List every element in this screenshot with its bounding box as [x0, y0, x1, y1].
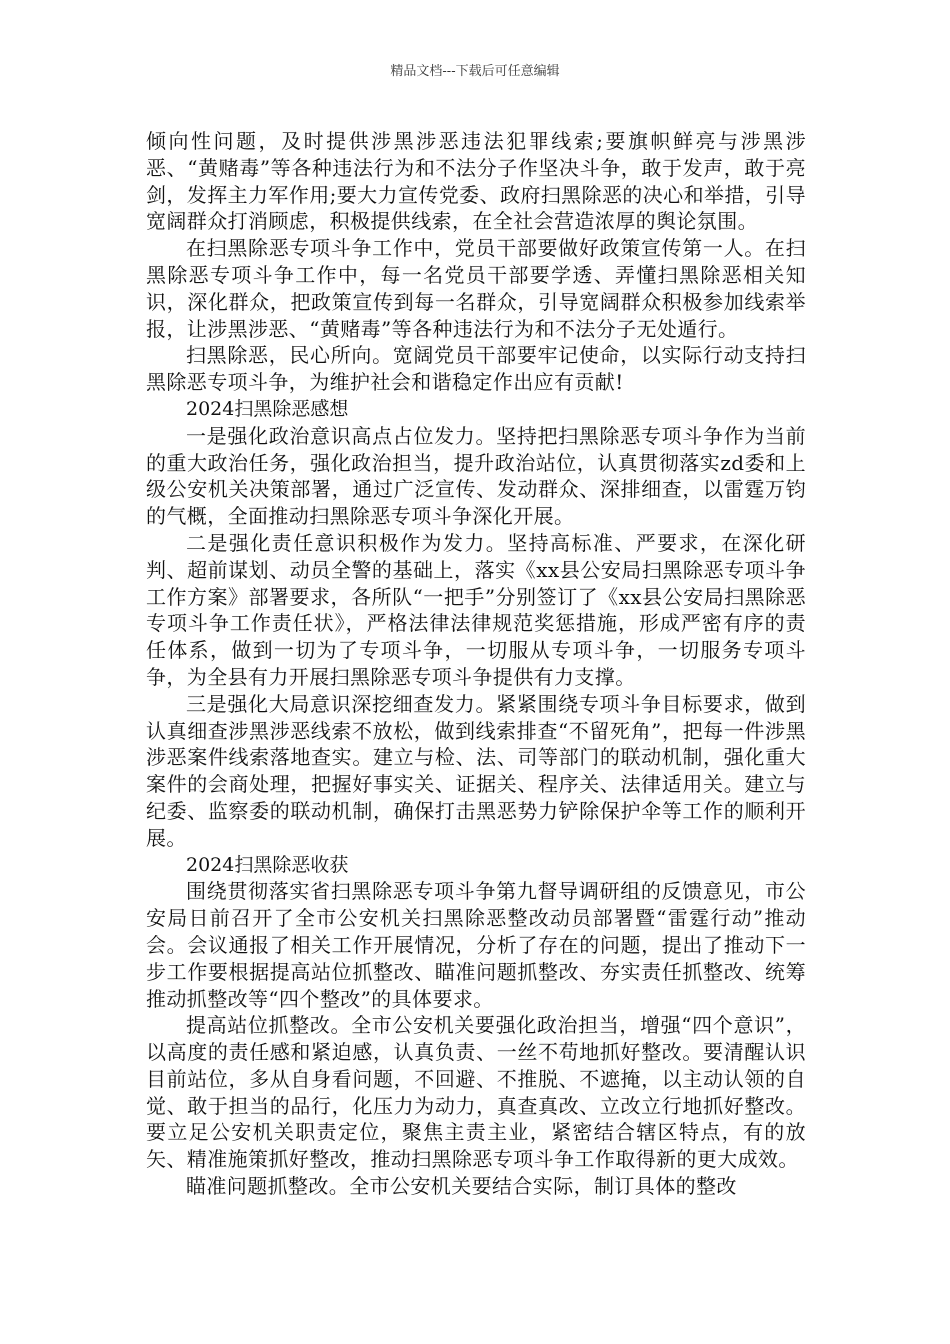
paragraph-4: 一是强化政治意识高点占位发力。坚持把扫黑除恶专项斗争作为当前的重大政治任务，强化政治担当，提升政治站位，认真贯彻落实zd委和上级公安机关决策部署，通过广泛宣传、发动群众、深排细查，以雷霆万钧的气概，全面推动扫黑除恶专项斗争深化开展。 — [146, 423, 806, 529]
section-heading-gains: 2024扫黑除恶收获 — [186, 853, 349, 876]
paragraph-9: 瞄准问题抓整改。全市公安机关要结合实际，制订具体的整改 — [186, 1174, 737, 1199]
section-heading-feelings: 2024扫黑除恶感想 — [186, 397, 349, 420]
paragraph-6: 三是强化大局意识深挖细查发力。紧紧围绕专项斗争目标要求，做到认真细查涉黑涉恶线索不放松，做到线索排查“不留死角”，把每一件涉黑涉恶案件线索落地查实。建立与检、法、司等部门的联动机制，强化重大案件的会商处理，把握好事实关、证据关、程序关、法律适用关。建立与纪委、监察委的联动机制，确保打击黑恶势力铲除保护伞等工作的顺利开展。 — [146, 691, 806, 850]
paragraph-5: 二是强化责任意识积极作为发力。坚持高标准、严要求，在深化研判、超前谋划、动员全警的基础上，落实《xx县公安局扫黑除恶专项斗争工作方案》部署要求，各所队“一把手”分别签订了《xx县公安局扫黑除恶专项斗争工作责任状》，严格法律法律规范奖惩措施，形成严密有序的责任体系，做到一切为了专项斗争，一切服从专项斗争，一切服务专项斗争，为全县有力开展扫黑除恶专项斗争提供有力支撑。 — [146, 530, 806, 689]
paragraph-2: 在扫黑除恶专项斗争工作中，党员干部要做好政策宣传第一人。在扫黑除恶专项斗争工作中，每一名党员干部要学透、弄懂扫黑除恶相关知识，深化群众，把政策宣传到每一名群众，引导宽阔群众积极参加线索举报，让涉黑涉恶、“黄赌毒”等各种违法行为和不法分子无处遁行。 — [146, 236, 806, 341]
paragraph-8: 提高站位抓整改。全市公安机关要强化政治担当，增强“四个意识”，以高度的责任感和紧迫感，认真负责、一丝不苟地抓好整改。要清醒认识目前站位，多从自身看问题，不回避、不推脱、不遮掩，以主动认领的自觉、敢于担当的品行，化压力为动力，真查真改、立改立行地抓好整改。要立足公安机关职责定位，聚焦主责主业，紧密结合辖区特点，有的放矢、精准施策抓好整改，推动扫黑除恶专项斗争工作取得新的更大成效。 — [146, 1013, 806, 1172]
paragraph-1: 倾向性问题，及时提供涉黑涉恶违法犯罪线索;要旗帜鲜亮与涉黑涉恶、“黄赌毒”等各种违法行为和不法分子作坚决斗争，敢于发声，敢于亮剑，发挥主力军作用;要大力宣传党委、政府扫黑除恶的决心和举措，引导宽阔群众打消顾虑，积极提供线索，在全社会营造浓厚的舆论氛围。 — [146, 129, 806, 234]
paragraph-7: 围绕贯彻落实省扫黑除恶专项斗争第九督导调研组的反馈意见，市公安局日前召开了全市公安机关扫黑除恶整改动员部署暨“雷霆行动”推动会。会议通报了相关工作开展情况，分析了存在的问题，提出了推动下一步工作要根据提高站位抓整改、瞄准问题抓整改、夯实责任抓整改、统筹推动抓整改等“四个整改”的具体要求。 — [146, 879, 806, 1011]
paragraph-3: 扫黑除恶，民心所向。宽阔党员干部要牢记使命，以实际行动支持扫黑除恶专项斗争，为维护社会和谐稳定作出应有贡献! — [146, 343, 806, 395]
document-body — [146, 128, 806, 1200]
page-header: 精品文档---下载后可任意编辑 — [390, 64, 560, 79]
